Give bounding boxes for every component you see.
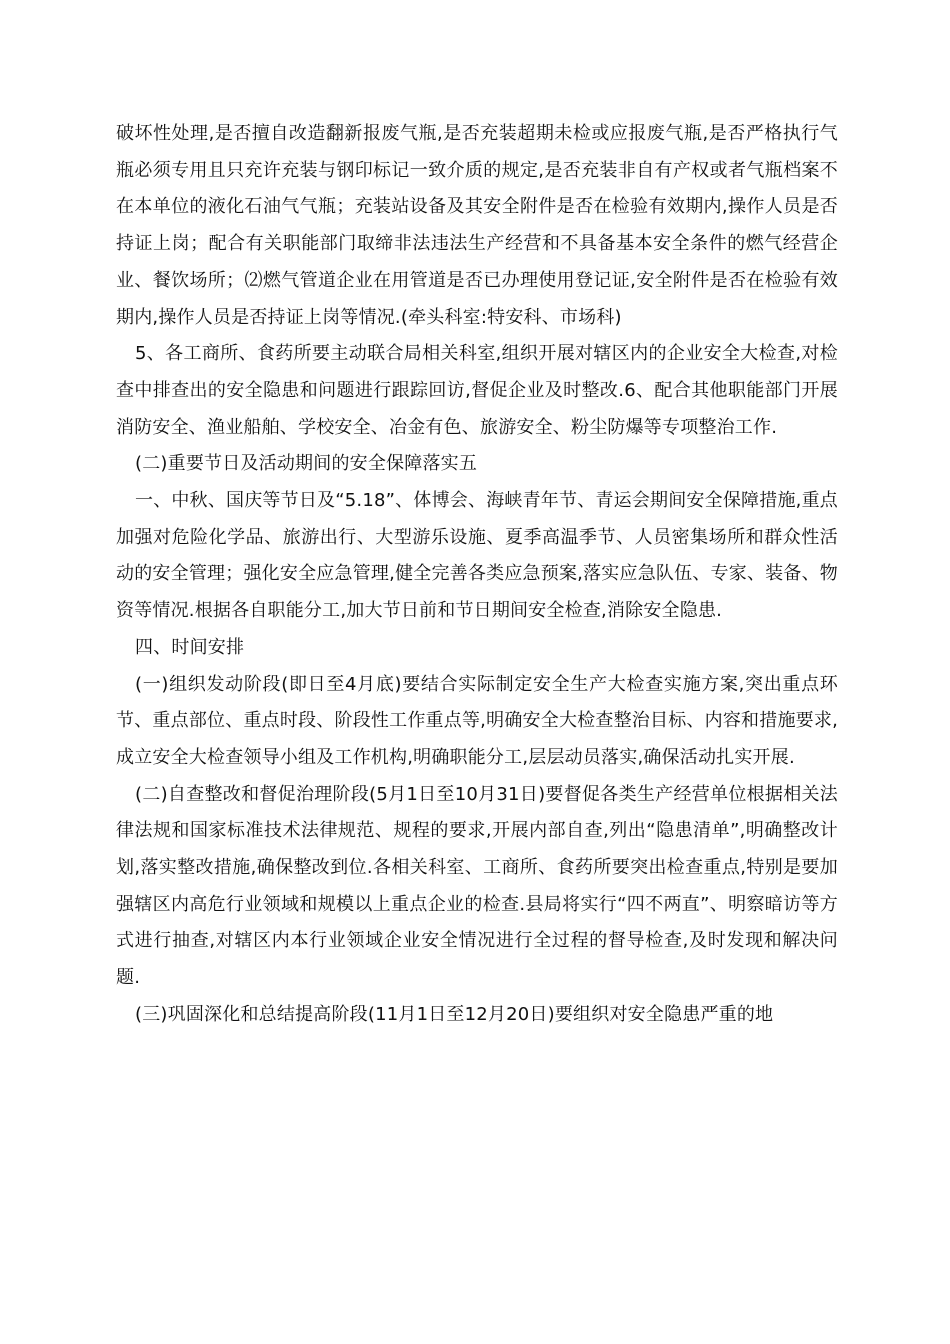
paragraph-inspection-items: 破坏性处理,是否擅自改造翻新报废气瓶,是否充装超期未检或应报废气瓶,是否严格执行气瓶必须专用且只充许充装与钢印标记一致介质的规定,是否充装非自有产权或者气瓶档案不在本单位的液化石油气气瓶；充装站设备及其安全附件是否在检验有效期内,操作人员是否持证上岗；配合有关职能部门取缔非法违法生产经营和不具备基本安全条件的燃气经营企业、餐饮场所；⑵燃气管道企业在用管道是否已办理使用登记证,安全附件是否在检验有效期内,操作人员是否持证上岗等情况.(牵头科室:特安科、市场科) bbox=[116, 123, 838, 328]
paragraph-self-inspection-stage: (二)自查整改和督促治理阶段(5月1日至10月31日)要督促各类生产经营单位根据相关法律法规和国家标准技术法律规范、规程的要求,开展内部自查,列出“隐患清单”,明确整改计划,落实整改措施,确保整改到位.各相关科室、工商所、食药所要突出检查重点,特别是要加强辖区内高危行业领域和规模以上重点企业的检查.县局将实行“四不两直”、明察暗访等方式进行抽查,对辖区内本行业领域企业安全情况进行全过程的督导检查,及时发现和解决问题. bbox=[116, 783, 838, 989]
paragraph-holiday-heading: (二)重要节日及活动期间的安全保障落实五 bbox=[135, 453, 478, 475]
paragraph-mobilization-stage: (一)组织发动阶段(即日至4月底)要结合实际制定安全生产大检查实施方案,突出重点环节、重点部位、重点时段、阶段性工作重点等,明确安全大检查整治目标、内容和措施要求,成立安全大检查领导小组及工作机构,明确职能分工,层层动员落实,确保活动扎实开展. bbox=[116, 673, 838, 768]
section-heading-schedule: 四、时间安排 bbox=[135, 636, 245, 658]
paragraph-holiday-safety: 一、中秋、国庆等节日及“5.18”、体博会、海峡青年节、青运会期间安全保障措施,重点加强对危险化学品、旅游出行、大型游乐设施、夏季高温季节、人员密集场所和群众性活动的安全管理；强化安全应急管理,健全完善各类应急预案,落实应急队伍、专家、装备、物资等情况.根据各自职能分工,加大节日前和节日期间安全检查,消除安全隐患. bbox=[116, 490, 838, 622]
document-body bbox=[116, 116, 838, 1034]
paragraph-consolidation-stage: (三)巩固深化和总结提高阶段(11月1日至12月20日)要组织对安全隐患严重的地 bbox=[135, 1003, 774, 1025]
paragraph-item-5-6: 5、各工商所、食药所要主动联合局相关科室,组织开展对辖区内的企业安全大检查,对检查中排查出的安全隐患和问题进行跟踪回访,督促企业及时整改.6、配合其他职能部门开展消防安全、渔业船舶、学校安全、冶金有色、旅游安全、粉尘防爆等专项整治工作. bbox=[116, 343, 838, 438]
